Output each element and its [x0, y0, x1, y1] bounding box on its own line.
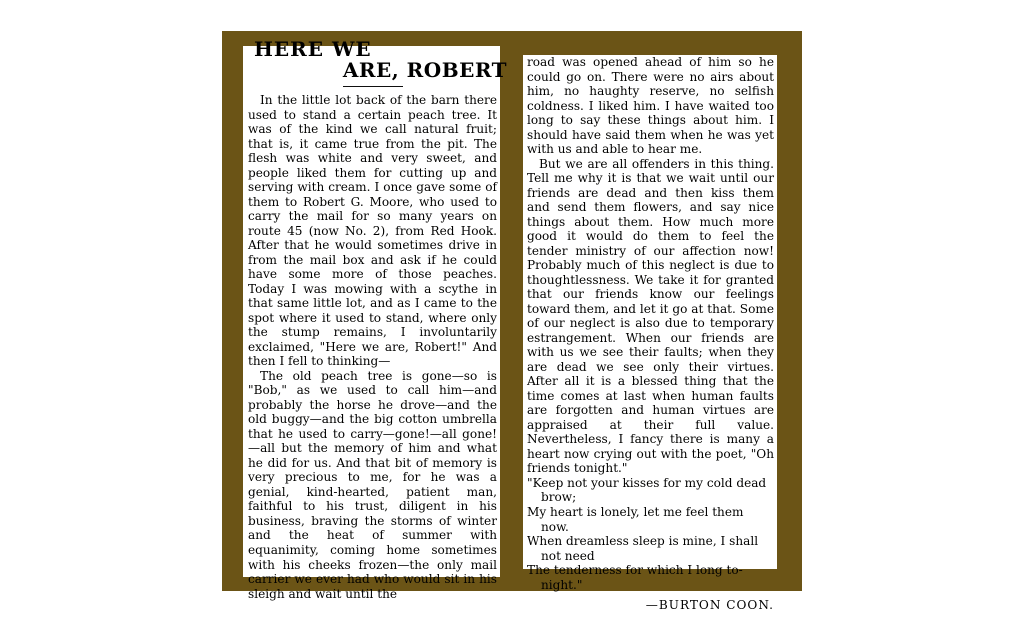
verse-line-3-text: When dreamless sleep is mine, I shall [527, 534, 759, 549]
paragraph-continuation: road was opened ahead of him so he could go on. There were no airs about him, no haughty reserve, no selfish coldness. I liked him. I have waited too long to say these things about him. I should have said them when he was yet with us and able to hear me. [527, 55, 774, 157]
verse-line-2-cont: now. [541, 519, 569, 534]
verse-line-1-cont: brow; [541, 490, 577, 505]
author-signature: —BURTON COON. [645, 598, 774, 613]
verse-line-3 [527, 534, 774, 563]
headline-line-1: HERE WE [254, 37, 372, 61]
verse-line-2 [527, 505, 774, 534]
paragraph-3: But we are all offenders in this thing. Tell me why it is that we wait until our friends are dead and then kiss them and send them flowers, and say nice things about them. How much more good it would do them to feel the tender ministry of our affection now! Probably much of this neglect is due to thoughtlessness. We take it for granted that our friends know our feelings toward them, and let it go at that. Some of our neglect is also due to temporary estrangement. When our friends are with us we see their faults; when they are dead we see only their virtues. After all it is a blessed thing that the time comes at last when human faults are forgotten and human virtues are appraised at their full value. Nevertheless, I fancy there is many a heart now crying out with the poet, "Oh friends tonight." [527, 156, 774, 476]
headline-rule [343, 86, 403, 87]
verse-line-1-text: "Keep not your kisses for my cold dead [527, 475, 767, 490]
verse-line-4-text: The tenderness for which I long to- [527, 563, 743, 578]
clipping-right-column [523, 55, 777, 613]
clipping-left-column [243, 37, 507, 601]
verse-line-4 [527, 563, 774, 592]
verse-line-3-cont: not need [541, 548, 595, 563]
paragraph-1: In the little lot back of the barn there used to stand a certain peach tree. It was of the kind we call natural fruit; that is, it came true from the pit. The flesh was white and very sweet, and people liked them for cutting up and serving with cream. I once gave some of them to Robert G. Moore, who used to carry the mail for so many years on route 45 (now No. 2), from Red Hook. After that he would sometimes drive in from the mail box and ask if he could have some more of those peaches. Today I was mowing with a scythe in that same little lot, and as I came to the spot where it used to stand, where only the stump remains, I involuntarily exclaimed, "Here we are, Robert!" And then I fell to thinking— [248, 93, 497, 369]
verse-line-2-text: My heart is lonely, let me feel them [527, 504, 744, 519]
verse-line-4-cont: night." [541, 577, 583, 592]
paragraph-2: The old peach tree is gone—so is "Bob," as we used to call him—and probably the horse he drove—and the old buggy—and the big cotton umbrella that he used to carry—gone!—all gone!—all but the memory of him and what he did for us. And that bit of memory is very precious to me, for he was a genial, kind-hearted, patient man, faithful to his trust, diligent in his business, braving the storms of winter and the heat of summer with equanimity, coming home sometimes with his cheeks frozen—the only mail carrier we ever had who would sit in his sleigh and wait until the [248, 368, 497, 601]
verse-line-1 [527, 476, 774, 505]
headline-line-2: ARE, ROBERT [342, 58, 507, 82]
poem-verse [527, 476, 774, 592]
